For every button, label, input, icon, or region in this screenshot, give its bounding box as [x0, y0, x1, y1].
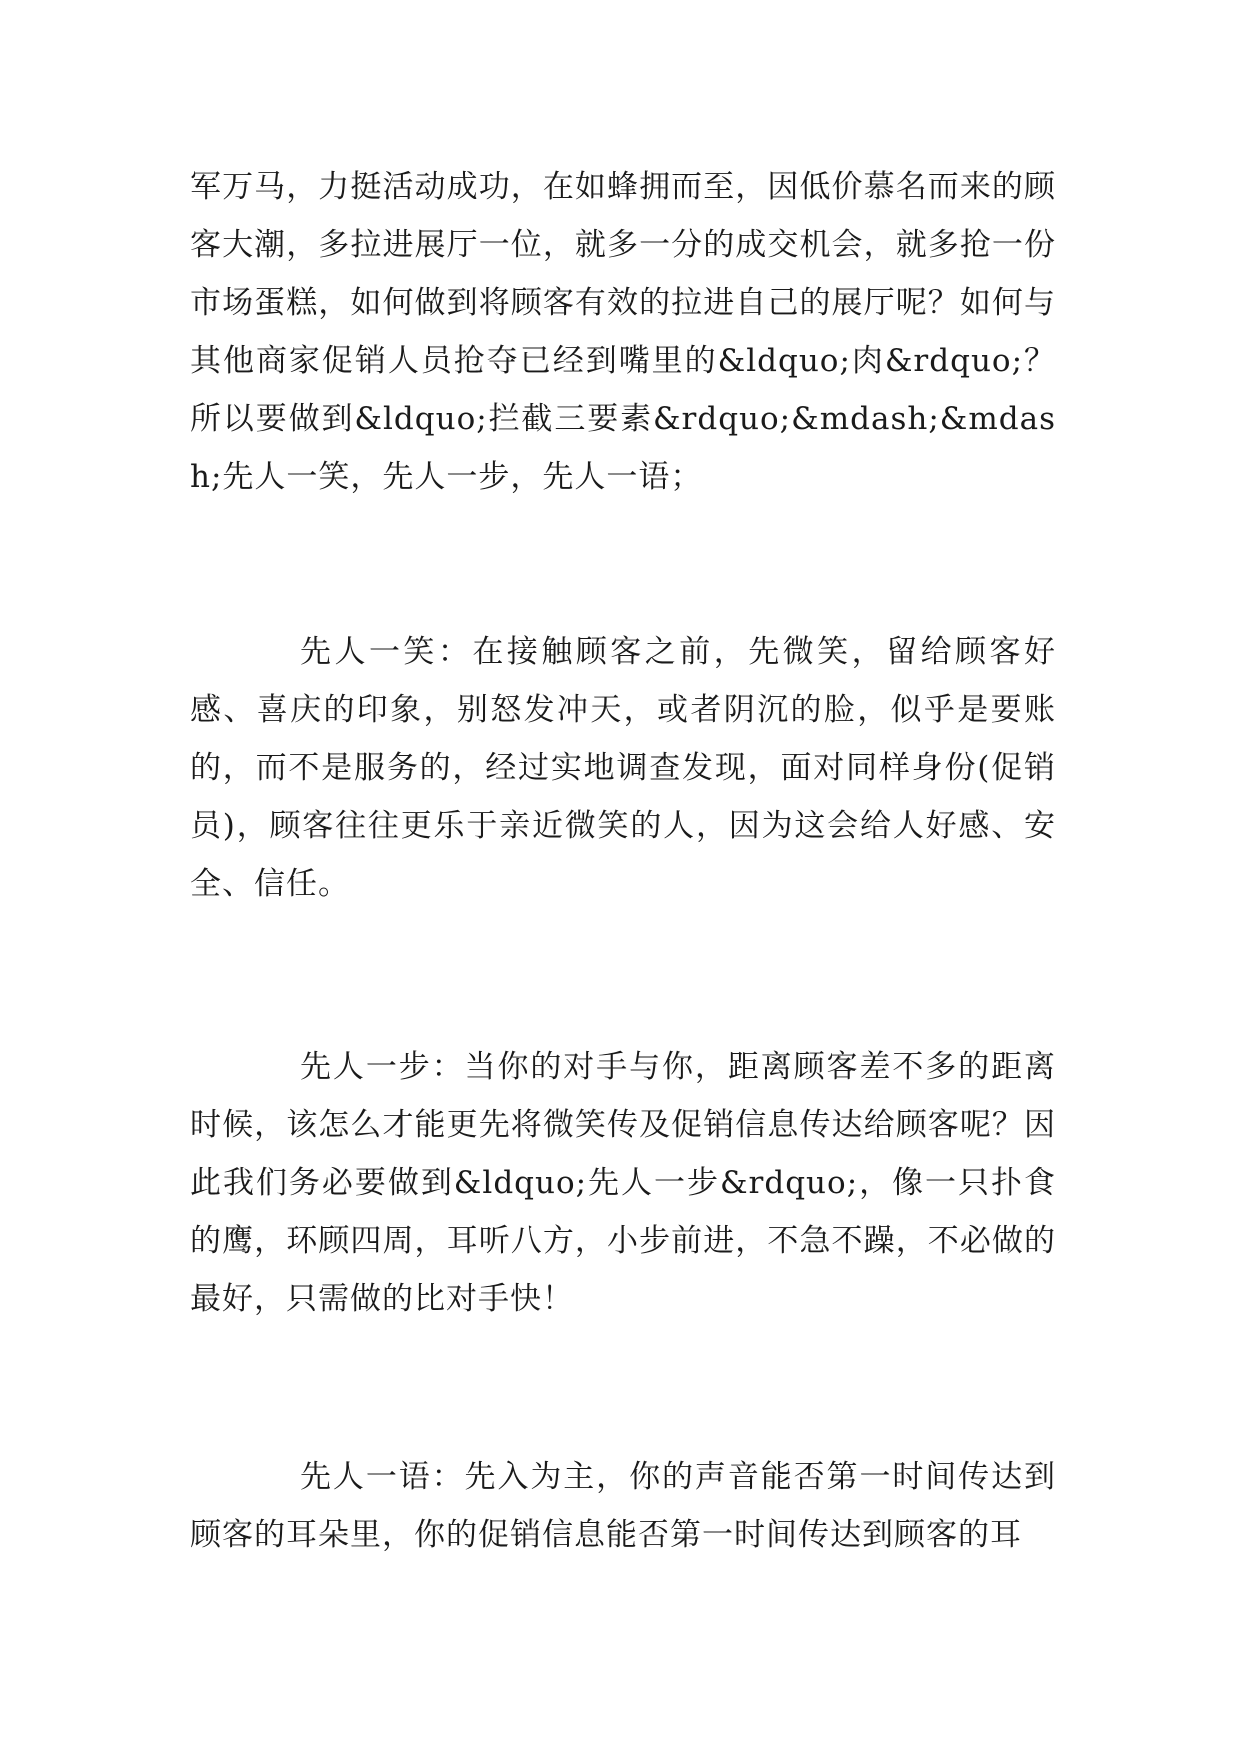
paragraph-word-first: 先人一语：先入为主，你的声音能否第一时间传达到顾客的耳朵里，你的促销信息能否第一时间传达到顾客的耳 [190, 1459, 1056, 1553]
paragraph-intro: 军万马，力挺活动成功，在如蜂拥而至，因低价慕名而来的顾客大潮，多拉进展厅一位，就多一分的成交机会，就多抢一份市场蛋糕，如何做到将顾客有效的拉进自己的展厅呢？如何与其他商家促销人员抢夺已经到嘴里的&ldquo;肉&rdquo;？所以要做到&ldquo;拦截三要素&rdquo;&mdash;&mdash;先人一笑，先人一步，先人一语； [190, 169, 1056, 495]
paragraph-step-first: 先人一步：当你的对手与你，距离顾客差不多的距离时候，该怎么才能更先将微笑传及促销信息传达给顾客呢？因此我们务必要做到&ldquo;先人一步&rdquo;，像一只扑食的鹰，环顾四周，耳听八方，小步前进，不急不躁，不必做的最好，只需做的比对手快！ [190, 1049, 1056, 1317]
paragraph-smile-first: 先人一笑：在接触顾客之前，先微笑，留给顾客好感、喜庆的印象，别怒发冲天，或者阴沉的脸，似乎是要账的，而不是服务的，经过实地调查发现，面对同样身份(促销员)，顾客往往更乐于亲近微笑的人，因为这会给人好感、安全、信任。 [190, 634, 1056, 902]
